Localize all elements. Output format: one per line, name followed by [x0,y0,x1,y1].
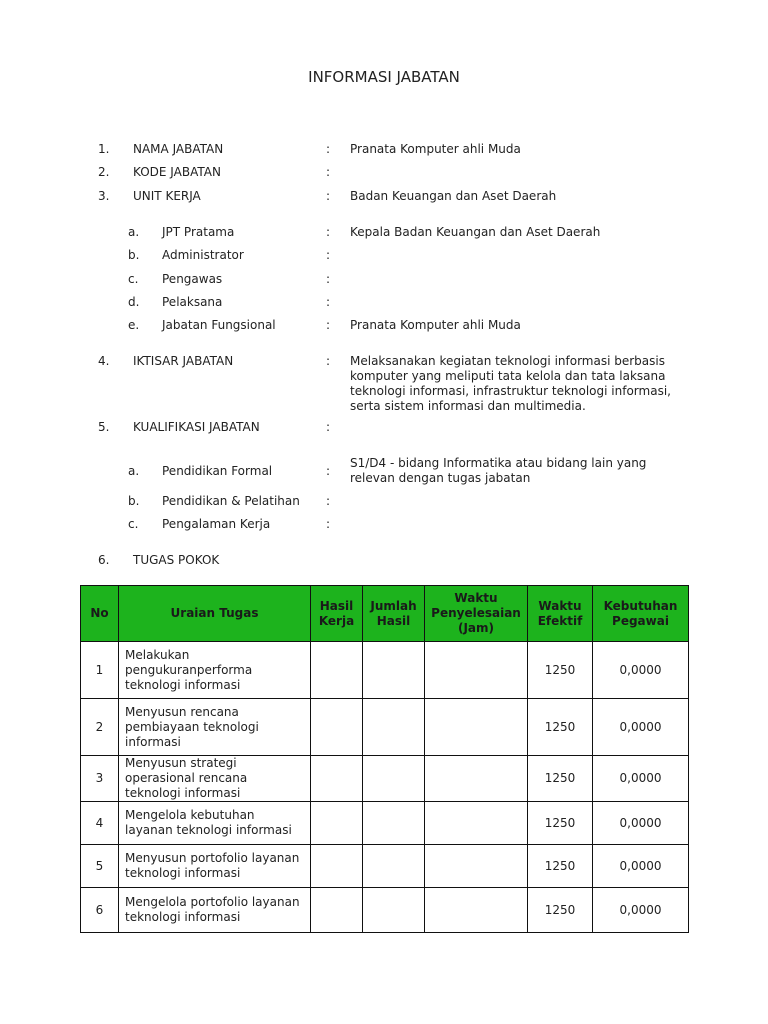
colon: : [326,464,331,478]
colon: : [326,189,331,203]
cell-uraian: Mengelola portofolio layanan teknologi informasi [119,888,311,933]
cell-kebutuhan: 0,0000 [593,699,689,756]
colon: : [326,420,331,434]
sub-number: d. [128,295,140,309]
cell-efektif: 1250 [528,845,593,888]
field-number: 4. [98,354,110,368]
cell-waktu [425,699,528,756]
field-number: 3. [98,189,110,203]
sub-label: Pengalaman Kerja [162,517,271,531]
sub-label: Pelaksana [162,295,223,309]
page-title: INFORMASI JABATAN [308,68,460,86]
field-label: KODE JABATAN [133,165,221,179]
cell-kebutuhan: 0,0000 [593,802,689,845]
cell-kebutuhan: 0,0000 [593,642,689,699]
cell-no: 3 [81,756,119,802]
sub-number: a. [128,225,140,239]
header-waktu-efektif: Waktu Efektif [528,586,593,642]
tugas-pokok-table [80,585,689,933]
field-number: 5. [98,420,110,434]
header-no: No [81,586,119,642]
field-number: 2. [98,165,110,179]
table-row [81,642,689,699]
cell-kebutuhan: 0,0000 [593,845,689,888]
cell-jumlah [363,756,425,802]
cell-efektif: 1250 [528,888,593,933]
colon: : [326,494,331,508]
cell-kebutuhan: 0,0000 [593,756,689,802]
sub-label: Jabatan Fungsional [162,318,276,332]
cell-hasil [311,888,363,933]
sub-value: Pranata Komputer ahli Muda [350,318,521,332]
sub-number: b. [128,494,140,508]
cell-waktu [425,756,528,802]
header-hasil-kerja: Hasil Kerja [311,586,363,642]
table-row [81,845,689,888]
sub-label: Pendidikan Formal [162,464,273,478]
cell-uraian: Melakukan pengukuranperforma teknologi informasi [119,642,311,699]
cell-efektif: 1250 [528,802,593,845]
cell-waktu [425,888,528,933]
cell-no: 1 [81,642,119,699]
field-label: IKTISAR JABATAN [133,354,234,368]
field-value: Pranata Komputer ahli Muda [350,142,521,156]
sub-label: Administrator [162,248,244,262]
cell-jumlah [363,845,425,888]
cell-kebutuhan: 0,0000 [593,888,689,933]
sub-number: c. [128,272,139,286]
sub-label: Pendidikan & Pelatihan [162,494,300,508]
cell-waktu [425,802,528,845]
colon: : [326,354,331,368]
header-waktu-penyelesaian: Waktu Penyelesaian (Jam) [425,586,528,642]
table-row [81,888,689,933]
colon: : [326,142,331,156]
sub-number: c. [128,517,139,531]
cell-hasil [311,802,363,845]
colon: : [326,517,331,531]
table-row [81,802,689,845]
cell-hasil [311,699,363,756]
cell-uraian: Mengelola kebutuhan layanan teknologi informasi [119,802,311,845]
field-value: Badan Keuangan dan Aset Daerah [350,189,557,203]
cell-efektif: 1250 [528,642,593,699]
table-row [81,756,689,802]
cell-hasil [311,642,363,699]
colon: : [326,225,331,239]
cell-hasil [311,845,363,888]
sub-number: e. [128,318,140,332]
field-label: NAMA JABATAN [133,142,224,156]
cell-no: 5 [81,845,119,888]
table-row [81,699,689,756]
cell-no: 2 [81,699,119,756]
cell-hasil [311,756,363,802]
cell-jumlah [363,802,425,845]
cell-efektif: 1250 [528,756,593,802]
sub-number: b. [128,248,140,262]
sub-number: a. [128,464,140,478]
cell-no: 4 [81,802,119,845]
colon: : [326,318,331,332]
cell-jumlah [363,888,425,933]
sub-label: Pengawas [162,272,223,286]
colon: : [326,272,331,286]
cell-waktu [425,845,528,888]
table-header-row [81,586,689,642]
cell-efektif: 1250 [528,699,593,756]
colon: : [326,295,331,309]
cell-jumlah [363,642,425,699]
colon: : [326,165,331,179]
field-value: Melaksanakan kegiatan teknologi informasi berbasis komputer yang meliputi tata kelola dan tata laksana teknologi informasi, infrastruktur teknologi informasi, serta sistem informasi dan multimedia. [350,354,671,413]
cell-uraian: Menyusun portofolio layanan teknologi informasi [119,845,311,888]
sub-value: S1/D4 - bidang Informatika atau bidang lain yang relevan dengan tugas jabatan [350,456,647,485]
field-label: TUGAS POKOK [133,553,220,567]
cell-uraian: Menyusun rencana pembiayaan teknologi informasi [119,699,311,756]
cell-waktu [425,642,528,699]
cell-jumlah [363,699,425,756]
field-label: UNIT KERJA [133,189,201,203]
cell-uraian: Menyusun strategi operasional rencana teknologi informasi [119,756,311,802]
sub-value: Kepala Badan Keuangan dan Aset Daerah [350,225,601,239]
sub-label: JPT Pratama [162,225,235,239]
field-number: 6. [98,553,110,567]
cell-no: 6 [81,888,119,933]
header-jumlah-hasil: Jumlah Hasil [363,586,425,642]
header-kebutuhan-pegawai: Kebutuhan Pegawai [593,586,689,642]
field-label: KUALIFIKASI JABATAN [133,420,260,434]
field-number: 1. [98,142,110,156]
header-uraian-tugas: Uraian Tugas [119,586,311,642]
colon: : [326,248,331,262]
